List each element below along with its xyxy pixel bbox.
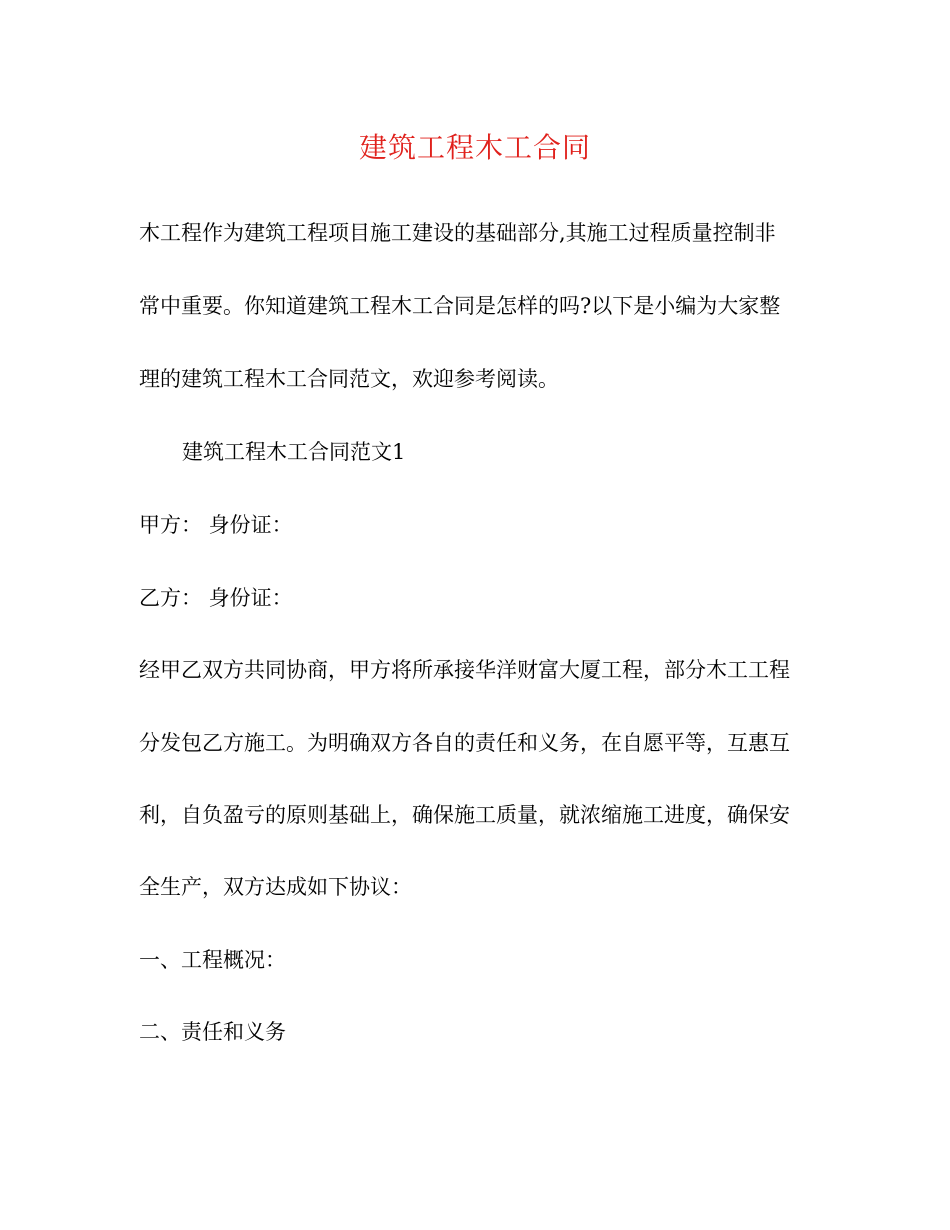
party-b-line: 乙方： 身份证： — [139, 586, 293, 610]
paragraph-line: 分发包乙方施工。为明确双方各自的责任和义务，在自愿平等，互惠互 — [139, 731, 790, 755]
party-a-line: 甲方： 身份证： — [139, 513, 293, 537]
clause-heading: 一、工程概况： — [139, 948, 286, 972]
clause-heading: 二、责任和义务 — [139, 1020, 286, 1044]
paragraph-line: 常中重要。你知道建筑工程木工合同是怎样的吗?以下是小编为大家整 — [139, 294, 781, 318]
document-title: 建筑工程木工合同 — [358, 131, 591, 164]
paragraph-line: 木工程作为建筑工程项目施工建设的基础部分,其施工过程质量控制非 — [139, 221, 776, 245]
paragraph-line: 理的建筑工程木工合同范文，欢迎参考阅读。 — [139, 367, 559, 391]
paragraph-line: 全生产，双方达成如下协议： — [139, 875, 412, 899]
paragraph-line: 利，自负盈亏的原则基础上，确保施工质量，就浓缩施工进度，确保安 — [139, 803, 790, 827]
paragraph-line: 经甲乙双方共同协商，甲方将所承接华洋财富大厦工程，部分木工工程 — [139, 658, 790, 682]
section-heading: 建筑工程木工合同范文1 — [182, 440, 406, 464]
